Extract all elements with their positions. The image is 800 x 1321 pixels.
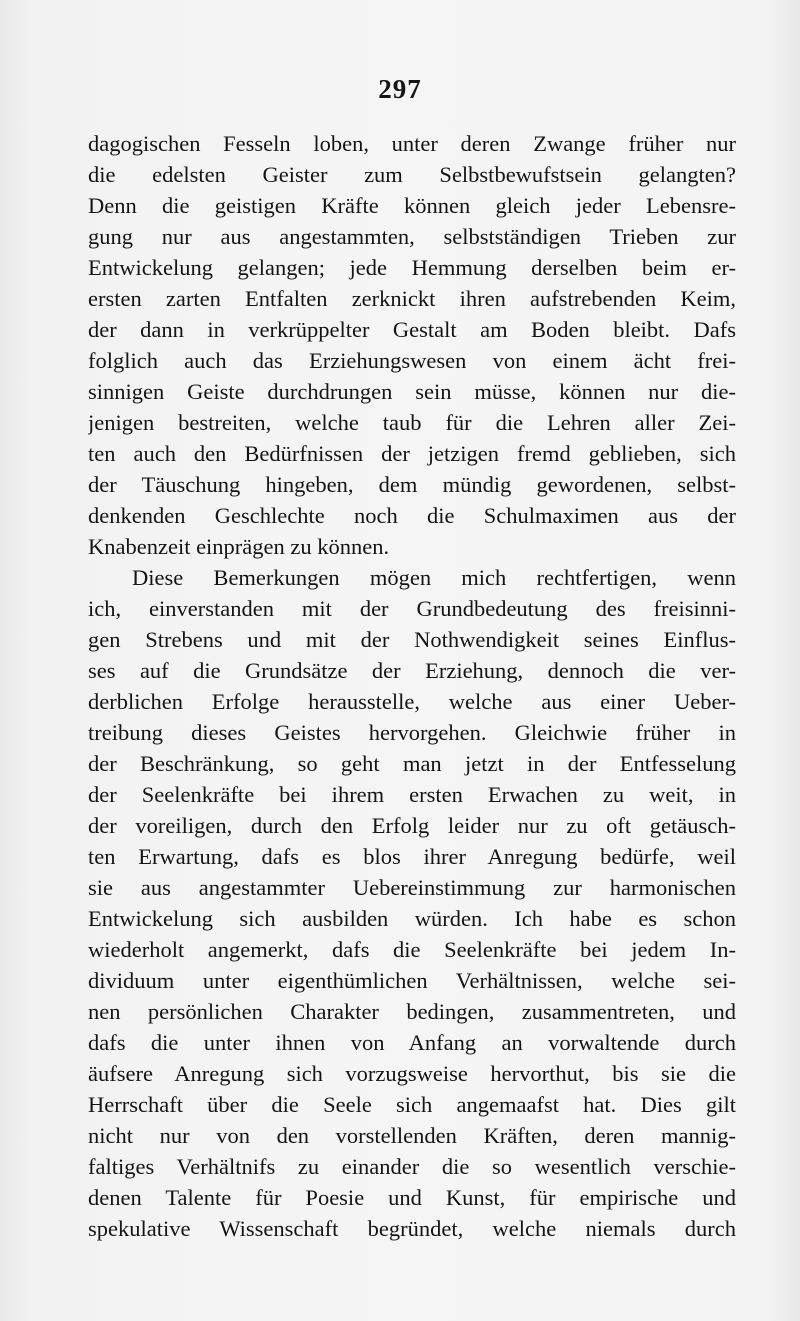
text-line: ich, einverstanden mit der Grundbedeutung des freisinni-	[88, 596, 736, 621]
text-line: ersten zarten Entfalten zerknickt ihren aufstrebenden Keim,	[88, 286, 736, 311]
text-line: ten Erwartung, dafs es blos ihrer Anregung bedürfe, weil	[88, 844, 736, 869]
text-line: spekulative Wissenschaft begründet, welche niemals durch	[88, 1216, 736, 1241]
text-line: der voreiligen, durch den Erfolg leider nur zu oft getäusch-	[88, 813, 736, 838]
text-line: der Täuschung hingeben, dem mündig gewordenen, selbst-	[88, 472, 736, 497]
text-line: gung nur aus angestammten, selbstständigen Trieben zur	[88, 224, 736, 249]
text-line: die edelsten Geister zum Selbstbewufstsein gelangten?	[88, 162, 736, 187]
text-line: dafs die unter ihnen von Anfang an vorwaltende durch	[88, 1030, 736, 1055]
text-line: der Seelenkräfte bei ihrem ersten Erwachen zu weit, in	[88, 782, 736, 807]
text-line: nen persönlichen Charakter bedingen, zusammentreten, und	[88, 999, 736, 1024]
text-line: folglich auch das Erziehungswesen von einem ächt frei-	[88, 348, 736, 373]
text-line: faltiges Verhältnifs zu einander die so wesentlich verschie-	[88, 1154, 736, 1179]
text-line: Herrschaft über die Seele sich angemaafst hat. Dies gilt	[88, 1092, 736, 1117]
text-line: derblichen Erfolge herausstelle, welche aus einer Ueber-	[88, 689, 736, 714]
text-line: Entwickelung sich ausbilden würden. Ich habe es schon	[88, 906, 736, 931]
text-line: nicht nur von den vorstellenden Kräften, deren mannig-	[88, 1123, 736, 1148]
text-line: wiederholt angemerkt, dafs die Seelenkräfte bei jedem In-	[88, 937, 736, 962]
paragraph-end-line: Knabenzeit einprägen zu können.	[88, 534, 390, 559]
text-line: dagogischen Fesseln loben, unter deren Zwange früher nur	[88, 131, 736, 156]
text-line: der Beschränkung, so geht man jetzt in der Entfesselung	[88, 751, 736, 776]
text-line: denen Talente für Poesie und Kunst, für empirische und	[88, 1185, 736, 1210]
paragraph-start-line: Diese Bemerkungen mögen mich rechtfertigen, wenn	[132, 565, 736, 590]
text-line: ten auch den Bedürfnissen der jetzigen fremd geblieben, sich	[88, 441, 736, 466]
text-line: gen Strebens und mit der Nothwendigkeit seines Einflus-	[88, 627, 736, 652]
text-line: treibung dieses Geistes hervorgehen. Gleichwie früher in	[88, 720, 736, 745]
text-line: dividuum unter eigenthümlichen Verhältnissen, welche sei-	[88, 968, 736, 993]
text-line: Entwickelung gelangen; jede Hemmung derselben beim er-	[88, 255, 736, 280]
text-line: der dann in verkrüppelter Gestalt am Boden bleibt. Dafs	[88, 317, 736, 342]
text-line: denkenden Geschlechte noch die Schulmaximen aus der	[88, 503, 736, 528]
text-line: sie aus angestammter Uebereinstimmung zur harmonischen	[88, 875, 736, 900]
body-text	[88, 128, 736, 1244]
text-line: ses auf die Grundsätze der Erziehung, dennoch die ver-	[88, 658, 736, 683]
text-line: jenigen bestreiten, welche taub für die Lehren aller Zei-	[88, 410, 736, 435]
text-line: äufsere Anregung sich vorzugsweise hervorthut, bis sie die	[88, 1061, 736, 1086]
text-line: sinnigen Geiste durchdrungen sein müsse, können nur die-	[88, 379, 736, 404]
text-line: Denn die geistigen Kräfte können gleich jeder Lebensre-	[88, 193, 736, 218]
page-number: 297	[378, 74, 422, 104]
